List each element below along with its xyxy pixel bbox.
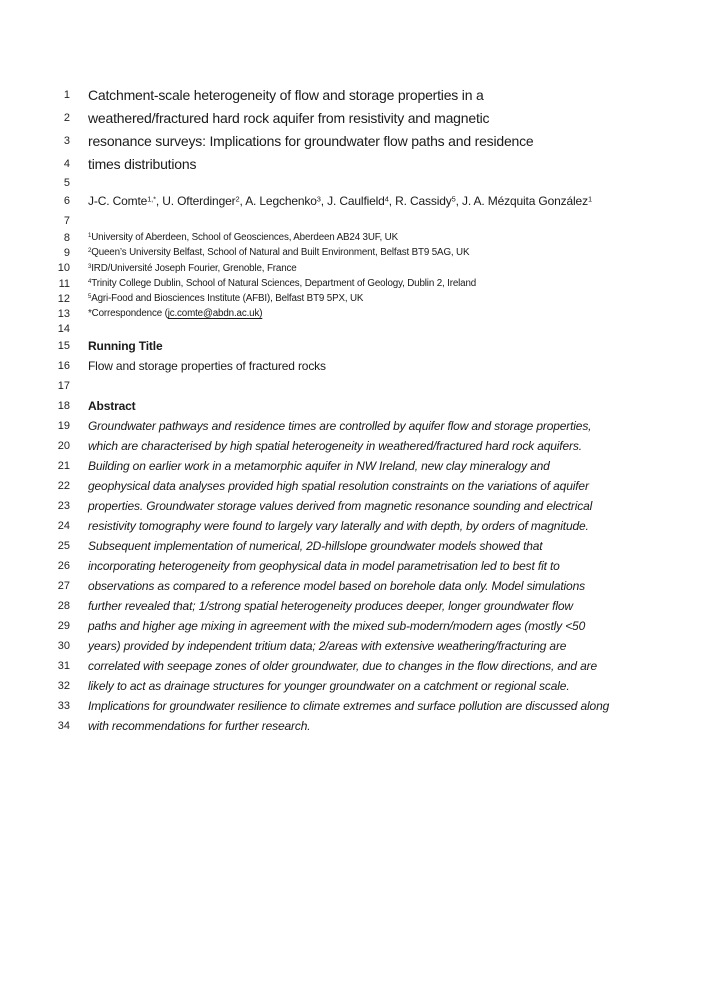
manuscript-line — [0, 536, 707, 556]
line-number: 12 — [57, 292, 70, 305]
manuscript-line — [0, 436, 707, 456]
abstract-text-line: Subsequent implementation of numerical, 2D-hillslope groundwater models showed that — [88, 538, 543, 553]
superscript: 3 — [88, 263, 92, 270]
text-segment: University of Aberdeen, School of Geosciences, Aberdeen AB24 3UF, UK — [91, 232, 398, 244]
correspondence-line — [70, 309, 262, 319]
manuscript-line — [0, 212, 707, 231]
text-segment: , A. Legchenko — [239, 194, 317, 209]
manuscript-line — [0, 556, 707, 576]
superscript: 4 — [88, 278, 92, 285]
line-number: 20 — [57, 439, 70, 452]
line-number: 26 — [57, 559, 70, 572]
author-list — [70, 195, 592, 207]
line-number: 10 — [57, 262, 70, 275]
line-number: 21 — [57, 459, 70, 472]
line-number: 27 — [57, 579, 70, 592]
abstract-heading: Abstract — [88, 398, 136, 413]
manuscript-line — [0, 456, 707, 476]
manuscript-line — [0, 291, 707, 306]
text-segment: , J. Caulfield — [320, 194, 385, 209]
line-number: 32 — [57, 679, 70, 692]
line-number: 24 — [57, 519, 70, 532]
manuscript-line — [0, 176, 707, 191]
text-segment: Trinity College Dublin, School of Natural Sciences, Department of Geology, Dublin 2, Ireland — [91, 277, 477, 289]
line-number: 13 — [57, 307, 70, 320]
abstract-text-line: paths and higher age mixing in agreement with the mixed sub-modern/modern ages (mostly <50 — [88, 618, 586, 633]
abstract-text-line: further revealed that; 1/strong spatial heterogeneity produces deeper, longer groundwater flow — [88, 598, 573, 613]
manuscript-line — [0, 676, 707, 696]
abstract-text-line: Groundwater pathways and residence times are controlled by aquifer flow and storage properties, — [88, 418, 592, 433]
line-number: 30 — [57, 639, 70, 652]
line-number: 8 — [63, 232, 70, 245]
text-segment: J-C. Comte — [88, 194, 148, 209]
line-number: 23 — [57, 499, 70, 512]
superscript: 2 — [88, 248, 92, 255]
title-line: times distributions — [88, 156, 197, 173]
manuscript-line — [0, 261, 707, 276]
title-line: resonance surveys: Implications for groundwater flow paths and residence — [88, 132, 534, 149]
line-number: 14 — [57, 322, 70, 335]
line-number: 19 — [57, 419, 70, 432]
running-title-heading: Running Title — [88, 338, 163, 353]
manuscript-line — [0, 356, 707, 376]
line-number: 6 — [63, 195, 70, 208]
abstract-text-line: Building on earlier work in a metamorphic aquifer in NW Ireland, new clay mineralogy and — [88, 458, 550, 473]
line-number: 1 — [63, 88, 70, 101]
manuscript-line — [0, 129, 707, 152]
manuscript-line — [0, 191, 707, 212]
manuscript-line — [0, 496, 707, 516]
manuscript-line — [0, 716, 707, 736]
line-number: 31 — [57, 659, 70, 672]
line-number: 18 — [57, 399, 70, 412]
abstract-text-line: geophysical data analyses provided high spatial resolution constraints on the variations of aquifer — [88, 478, 589, 493]
manuscript-line — [0, 656, 707, 676]
manuscript-line — [0, 576, 707, 596]
superscript: 4 — [384, 194, 389, 204]
line-number: 5 — [63, 177, 70, 190]
abstract-text-line: which are characterised by high spatial heterogeneity in weathered/fractured hard rock aquifers. — [88, 438, 582, 453]
affiliation — [70, 248, 469, 258]
line-number: 29 — [57, 619, 70, 632]
manuscript-line — [0, 106, 707, 129]
correspondence-email-link[interactable]: jc.comte@abdn.ac.uk) — [167, 307, 263, 319]
abstract-text-line: properties. Groundwater storage values derived from magnetic resonance sounding and electrical — [88, 498, 593, 513]
manuscript-line — [0, 276, 707, 291]
abstract-text-line: observations as compared to a reference model based on borehole data only. Model simulations — [88, 578, 585, 593]
abstract-text-line: with recommendations for further research. — [88, 718, 311, 733]
superscript: 2 — [235, 194, 240, 204]
manuscript-line — [0, 321, 707, 336]
line-number: 4 — [63, 158, 70, 171]
text-segment: *Correspondence ( — [88, 307, 168, 319]
running-title-text: Flow and storage properties of fractured rocks — [88, 358, 326, 373]
manuscript-line — [0, 306, 707, 321]
manuscript-line — [0, 376, 707, 396]
affiliation — [70, 233, 398, 243]
line-numbered-document — [0, 83, 707, 736]
superscript: 1 — [587, 194, 592, 204]
line-number: 3 — [63, 134, 70, 147]
manuscript-line — [0, 231, 707, 246]
line-number: 16 — [57, 359, 70, 372]
manuscript-line — [0, 246, 707, 261]
text-segment: Queen’s University Belfast, School of Natural and Built Environment, Belfast BT9 5AG, UK — [91, 247, 470, 259]
superscript: 5 — [451, 194, 456, 204]
text-segment: IRD/Université Joseph Fourier, Grenoble, France — [91, 262, 297, 274]
affiliation — [70, 279, 476, 289]
manuscript-line — [0, 596, 707, 616]
line-number: 11 — [58, 277, 70, 290]
line-number: 7 — [63, 215, 70, 228]
manuscript-line — [0, 476, 707, 496]
manuscript-line — [0, 636, 707, 656]
text-segment: Agri-Food and Biosciences Institute (AFBI), Belfast BT9 5PX, UK — [91, 292, 364, 304]
abstract-text-line: Implications for groundwater resilience to climate extremes and surface pollution are discussed along — [88, 698, 610, 713]
manuscript-line — [0, 696, 707, 716]
abstract-text-line: likely to act as drainage structures for younger groundwater on a catchment or regional scale. — [88, 678, 570, 693]
line-number: 2 — [63, 111, 70, 124]
abstract-text-line: resistivity tomography were found to largely vary laterally and with depth, by orders of magnitude. — [88, 518, 589, 533]
abstract-text-line: incorporating heterogeneity from geophysical data in model parametrisation led to best fit to — [88, 558, 560, 573]
manuscript-line — [0, 616, 707, 636]
abstract-text-line: correlated with seepage zones of older groundwater, due to changes in the flow directions, and are — [88, 658, 597, 673]
manuscript-line — [0, 396, 707, 416]
text-segment: , J. A. Mézquita González — [455, 194, 588, 209]
text-segment: , R. Cassidy — [388, 194, 452, 209]
manuscript-line — [0, 153, 707, 176]
manuscript-line — [0, 416, 707, 436]
title-line: weathered/fractured hard rock aquifer from resistivity and magnetic — [88, 109, 490, 126]
superscript: 3 — [316, 194, 321, 204]
line-number: 28 — [57, 599, 70, 612]
manuscript-line — [0, 516, 707, 536]
manuscript-line — [0, 83, 707, 106]
superscript: 1,* — [147, 194, 156, 204]
title-line: Catchment-scale heterogeneity of flow and storage properties in a — [88, 86, 484, 103]
line-number: 22 — [57, 479, 70, 492]
line-number: 9 — [63, 247, 70, 260]
line-number: 25 — [57, 539, 70, 552]
affiliation — [70, 294, 363, 304]
text-segment: , U. Ofterdinger — [155, 194, 236, 209]
line-number: 17 — [57, 379, 70, 392]
line-number: 33 — [57, 699, 70, 712]
abstract-text-line: years) provided by independent tritium data; 2/areas with extensive weathering/fracturing are — [88, 638, 567, 653]
manuscript-line — [0, 336, 707, 356]
line-number: 34 — [57, 719, 70, 732]
affiliation — [70, 264, 297, 274]
line-number: 15 — [57, 339, 70, 352]
superscript: 5 — [88, 293, 92, 300]
superscript: 1 — [88, 233, 92, 240]
